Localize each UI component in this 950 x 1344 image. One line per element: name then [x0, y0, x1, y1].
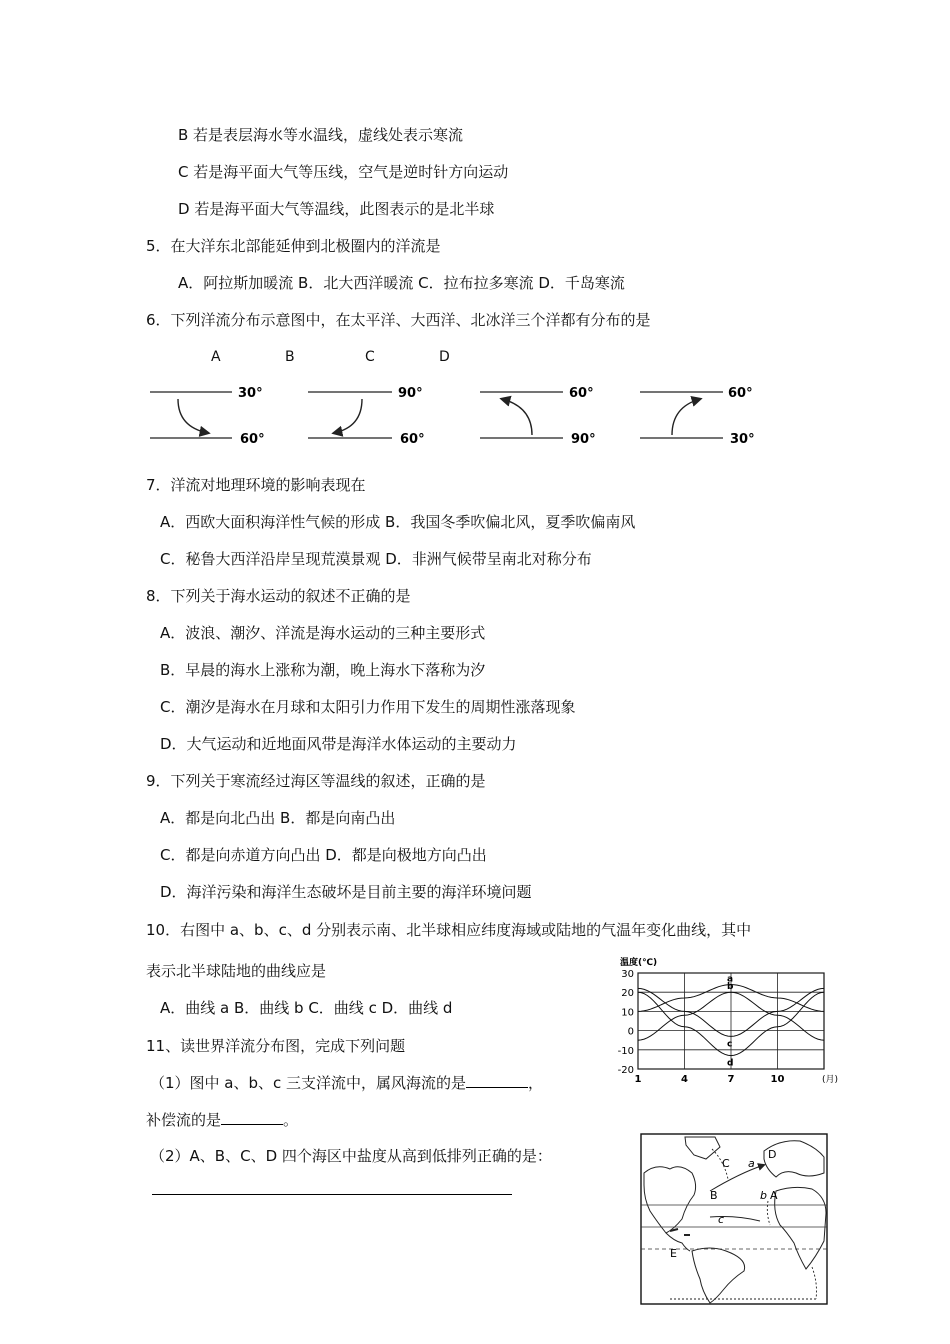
q6-c-top: 60° — [569, 386, 594, 401]
chart-series-label-a: a — [727, 974, 734, 985]
q11-compensation-text: 补偿流的是 — [146, 1111, 222, 1129]
q10-stem-1: 10．右图中 a、b、c、d 分别表示南、北半球相应纬度海域或陆地的气温年变化曲线，其中 — [146, 921, 752, 939]
q6-current-diagrams — [140, 375, 770, 455]
ocean-current-map — [640, 1133, 828, 1305]
q6-a-top: 30° — [238, 386, 263, 401]
chart-ytick-label: 10 — [621, 1007, 634, 1019]
q11-blank-compensation-current[interactable] — [221, 1110, 283, 1125]
q8-option-c: C．潮汐是海水在月球和太阳引力作用下发生的周期性涨落现象 — [160, 698, 576, 716]
chart-ytick-label: -20 — [617, 1065, 634, 1076]
q11-part1-comma: ， — [528, 1074, 544, 1092]
q8-option-a: A．波浪、潮汐、洋流是海水运动的三种主要形式 — [160, 624, 486, 642]
chart-ytick-label: 30 — [621, 969, 634, 980]
q6-label-d: D — [439, 349, 450, 365]
q11-part1-line2 — [146, 1110, 298, 1130]
q11-part1-text: （1）图中 a、b、c 三支洋流中，属风海流的是 — [150, 1074, 467, 1092]
q6-a-bottom: 60° — [240, 432, 265, 447]
q6-d-top: 60° — [728, 386, 753, 401]
q8-option-d: D．大气运动和近地面风带是海洋水体运动的主要动力 — [160, 735, 517, 753]
q6-figure-c — [480, 386, 596, 447]
q6-figure-a — [150, 386, 265, 447]
chart-xtick-label: 10 — [770, 1074, 785, 1085]
q11-period: 。 — [283, 1111, 299, 1129]
q6-label-c: C — [365, 349, 375, 365]
q6-label-b: B — [285, 349, 295, 365]
map-label-d-upper: D — [768, 1148, 777, 1161]
chart-ytick-label: 0 — [627, 1026, 634, 1038]
q6-stem: 6．下列洋流分布示意图中，在太平洋、大西洋、北冰洋三个洋都有分布的是 — [146, 311, 651, 329]
map-label-b: b — [760, 1189, 767, 1202]
q10-options: A．曲线 a B．曲线 b C．曲线 c D．曲线 d — [160, 999, 453, 1017]
q6-figure-d — [640, 386, 755, 447]
q7-options-1: A．西欧大面积海洋性气候的形成 B．我国冬季吹偏北风，夏季吹偏南风 — [160, 513, 636, 531]
q9-stem: 9．下列关于寒流经过海区等温线的叙述，正确的是 — [146, 772, 486, 790]
chart-title: 温度(℃) — [620, 958, 658, 968]
q8-stem: 8．下列关于海水运动的叙述不正确的是 — [146, 587, 411, 605]
chart-ytick-label: 20 — [621, 988, 634, 1000]
q6-figure-b — [308, 386, 425, 447]
q5-options: A．阿拉斯加暖流 B．北大西洋暖流 C．拉布拉多寒流 D．千岛寒流 — [178, 274, 625, 292]
map-label-c: c — [718, 1213, 725, 1226]
chart-series-label-b: b — [727, 982, 734, 993]
q6-b-top: 90° — [398, 386, 423, 401]
q8-option-b: B．早晨的海水上涨称为潮，晚上海水下落称为汐 — [160, 661, 486, 679]
q11-part1 — [150, 1073, 543, 1093]
chart-series-label-d: d — [727, 1058, 734, 1069]
q7-stem: 7．洋流对地理环境的影响表现在 — [146, 476, 366, 494]
q9-options-1: A．都是向北凸出 B．都是向南凸出 — [160, 809, 396, 827]
q11-answer-line[interactable] — [152, 1194, 512, 1195]
q7-options-2: C．秘鲁大西洋沿岸呈现荒漠景观 D．非洲气候带呈南北对称分布 — [160, 550, 592, 568]
chart-series-label-c: c — [727, 1039, 733, 1050]
q4-option-b: B 若是表层海水等水温线，虚线处表示寒流 — [178, 126, 464, 144]
map-label-b-upper: B — [710, 1189, 718, 1202]
q5-stem: 5．在大洋东北部能延伸到北极圈内的洋流是 — [146, 237, 441, 255]
chart-ytick-label: -10 — [617, 1045, 634, 1057]
map-label-a-upper: A — [770, 1189, 778, 1202]
q11-part2: （2）A、B、C、D 四个海区中盐度从高到低排列正确的是： — [150, 1147, 552, 1165]
q6-c-bottom: 90° — [571, 432, 596, 447]
q9-options-3: D．海洋污染和海洋生态破坏是目前主要的海洋环境问题 — [160, 883, 532, 901]
q9-options-2: C．都是向赤道方向凸出 D．都是向极地方向凸出 — [160, 846, 487, 864]
q4-option-d: D 若是海平面大气等温线，此图表示的是北半球 — [178, 200, 495, 218]
map-label-a: a — [748, 1157, 755, 1170]
temperature-chart — [612, 955, 842, 1085]
q10-stem-2: 表示北半球陆地的曲线应是 — [146, 962, 327, 980]
map-label-e-upper: E — [670, 1247, 677, 1260]
q11-blank-wind-current[interactable] — [466, 1073, 528, 1088]
q6-d-bottom: 30° — [730, 432, 755, 447]
chart-xtick-label: 7 — [727, 1074, 735, 1085]
chart-xtick-label: 4 — [681, 1074, 688, 1085]
map-label-c-upper: C — [722, 1157, 730, 1170]
q11-stem: 11、读世界洋流分布图，完成下列问题 — [146, 1037, 406, 1055]
q4-option-c: C 若是海平面大气等压线，空气是逆时针方向运动 — [178, 163, 509, 181]
q6-b-bottom: 60° — [400, 432, 425, 447]
chart-xlabel: (月) — [822, 1075, 839, 1085]
chart-xtick-label: 1 — [634, 1074, 642, 1085]
q6-label-a: A — [211, 349, 221, 365]
